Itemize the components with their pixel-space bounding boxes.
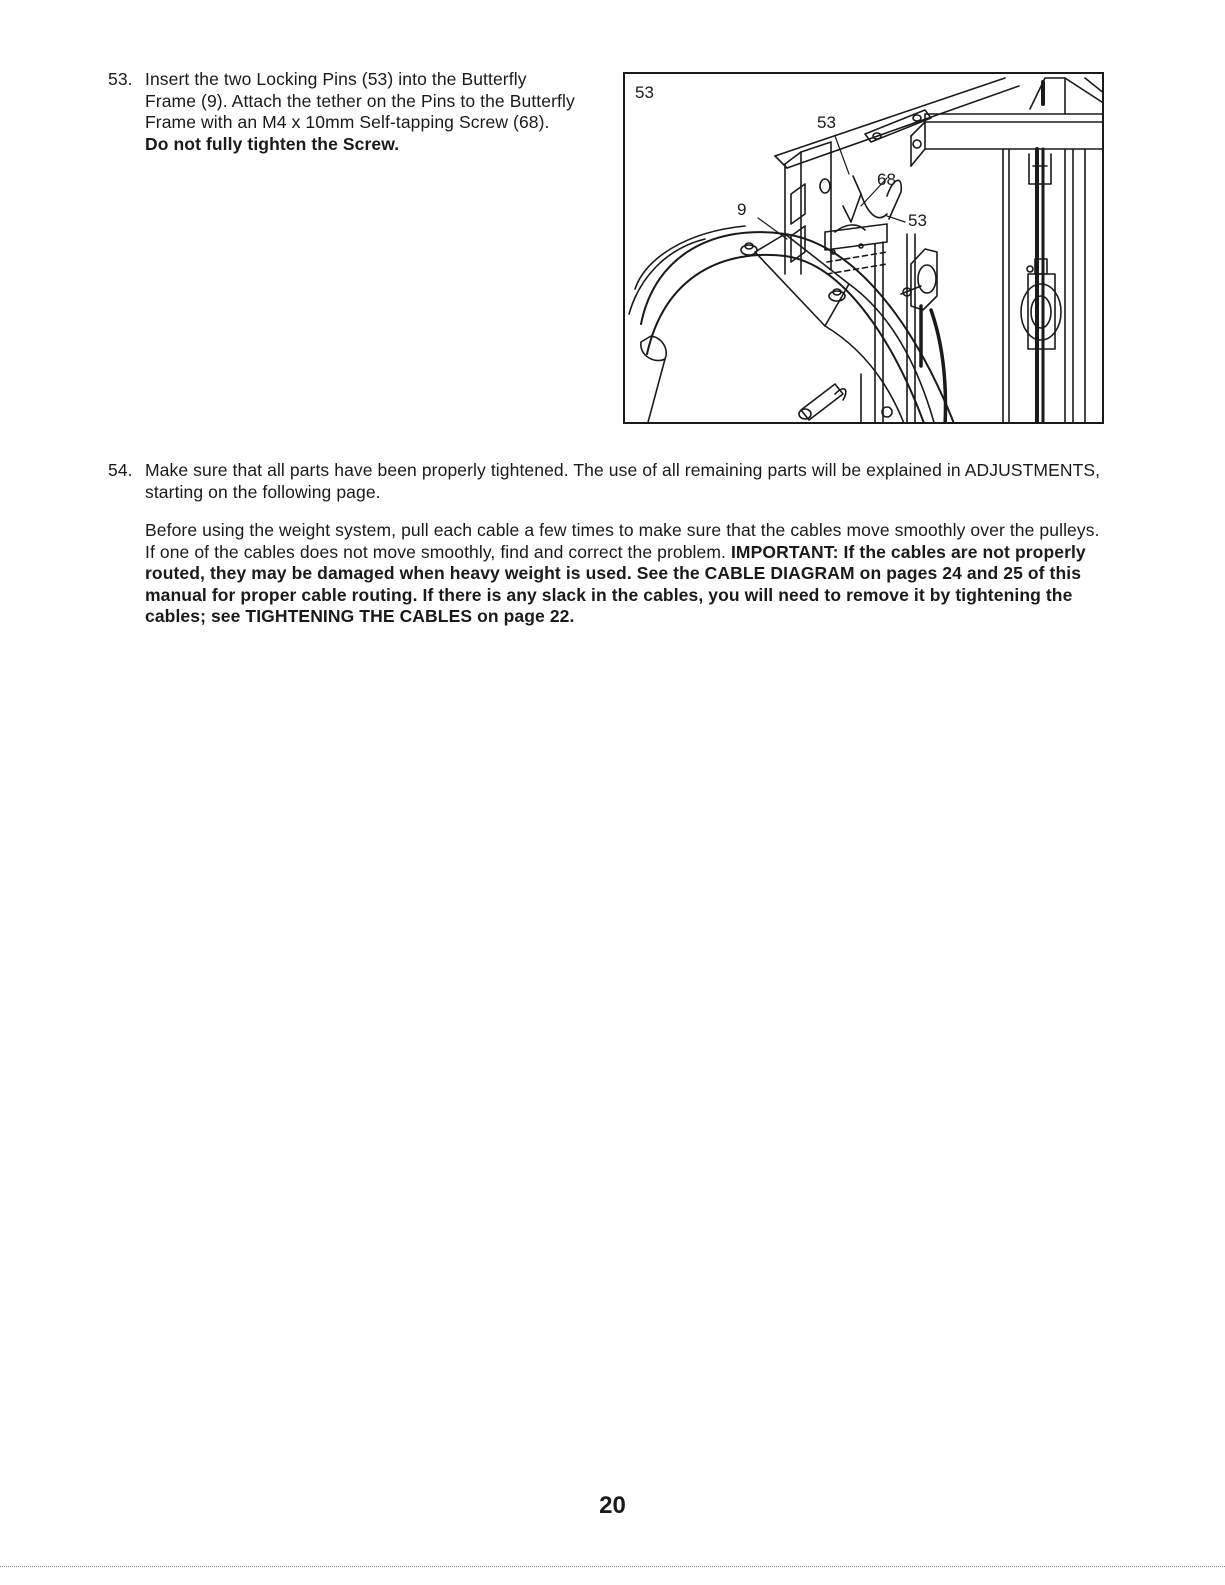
assembly-drawing <box>625 74 1104 424</box>
bottom-rule <box>0 1566 1225 1567</box>
step-54-number: 54. <box>108 460 133 480</box>
page-number: 20 <box>599 1492 626 1519</box>
step-54 <box>108 460 1108 628</box>
callout-part-53-right: 53 <box>908 211 927 230</box>
callout-part-68: 68 <box>877 170 896 189</box>
step-54-important-note: IMPORTANT: If the cables are not properly routed, they may be damaged when heavy weight is used. See the CABLE DIAGRAM on pages 24 and 25 of this manual for proper cable routing. If there is any slack in the cables, you will need to remove it by tightening the cables; see TIGHTENING THE CABLES on page 22. <box>145 541 1086 626</box>
step-54-para-1: Make sure that all parts have been properly tightened. The use of all remaining parts will be explained in ADJUSTMENTS, starting on the following page. <box>145 460 1101 502</box>
callout-step-53: 53 <box>635 83 654 102</box>
step-53-number: 53. <box>108 69 133 89</box>
callout-part-9: 9 <box>737 200 747 219</box>
step-53-warning: Do not fully tighten the Screw. <box>145 133 400 154</box>
step-53-instruction: Insert the two Locking Pins (53) into the Butterfly Frame (9). Attach the tether on the Pins to the Butterfly Frame with an M4 x 10mm Self-tapping Screw (68). <box>145 69 575 132</box>
callout-part-53-top: 53 <box>817 113 836 132</box>
step-54-para-2 <box>145 520 1108 628</box>
step-53-text <box>145 69 578 155</box>
assembly-figure <box>623 72 1104 424</box>
step-53 <box>108 69 578 155</box>
step-54-para-2-text: Before using the weight system, pull each cable a few times to make sure that the cables move smoothly over the pulleys. If one of the cables does not move smoothly, find and correct the problem. <box>145 520 1100 562</box>
